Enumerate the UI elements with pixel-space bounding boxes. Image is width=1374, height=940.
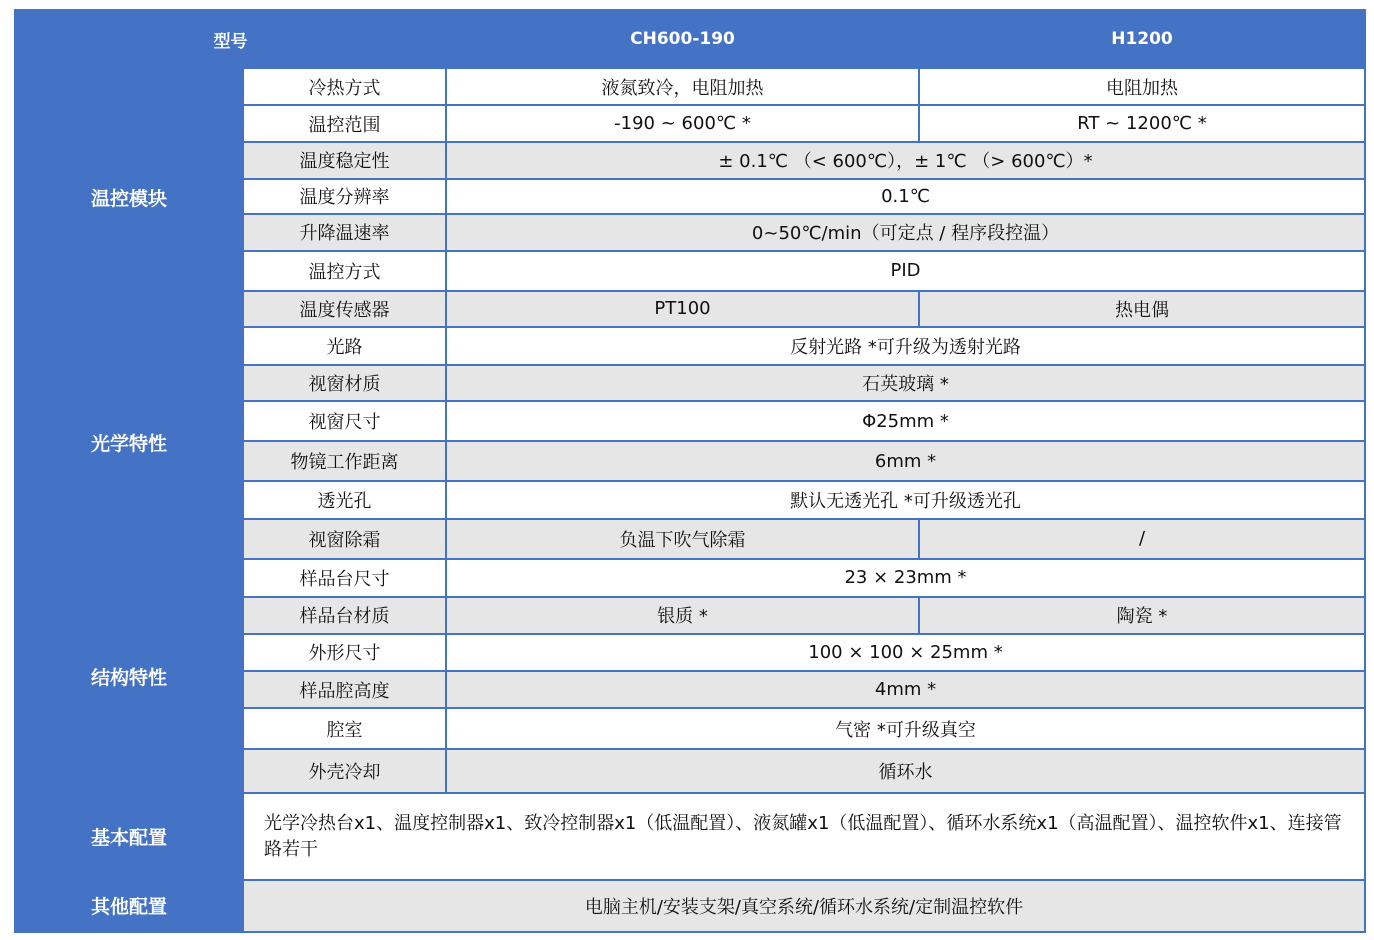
- value-shared: 4mm *: [446, 671, 1365, 708]
- value-shared: 100 × 100 × 25mm *: [446, 634, 1365, 671]
- row-label: 外壳冷却: [243, 749, 446, 793]
- table-row: [15, 327, 1365, 365]
- model-a-header: CH600-190: [446, 10, 919, 68]
- row-label: 温控方式: [243, 251, 446, 291]
- value-shared: 6mm *: [446, 441, 1365, 481]
- other-config-text: 电脑主机/安装支架/真空系统/循环水系统/定制温控软件: [243, 880, 1365, 932]
- row-label: 视窗材质: [243, 365, 446, 401]
- value-shared: ± 0.1℃ （< 600℃），± 1℃ （> 600℃）*: [446, 142, 1365, 178]
- value-shared: PID: [446, 251, 1365, 291]
- row-label: 透光孔: [243, 481, 446, 518]
- table-row: [15, 880, 1365, 932]
- row-label: 冷热方式: [243, 68, 446, 105]
- row-label: 视窗尺寸: [243, 401, 446, 441]
- table-row: [15, 793, 1365, 879]
- row-label: 物镜工作距离: [243, 441, 446, 481]
- category-structure: 结构特性: [15, 559, 243, 794]
- value-shared: 23 × 23mm *: [446, 559, 1365, 597]
- spec-table: [14, 9, 1366, 933]
- row-label: 腔室: [243, 708, 446, 749]
- value-shared: 石英玻璃 *: [446, 365, 1365, 401]
- value-model-b: /: [919, 519, 1365, 559]
- category-basic-config: 基本配置: [15, 793, 243, 879]
- row-label: 样品台材质: [243, 597, 446, 634]
- category-optical: 光学特性: [15, 327, 243, 559]
- row-label: 温度分辨率: [243, 179, 446, 214]
- row-label: 视窗除霜: [243, 519, 446, 559]
- row-label: 光路: [243, 327, 446, 365]
- header-row: [15, 10, 1365, 68]
- model-header-label: 型号: [15, 10, 446, 68]
- category-temp-module: 温控模块: [15, 68, 243, 327]
- value-shared: 气密 *可升级真空: [446, 708, 1365, 749]
- value-model-a: -190 ~ 600℃ *: [446, 105, 919, 142]
- value-model-a: 液氮致冷，电阻加热: [446, 68, 919, 105]
- basic-config-text: 光学冷热台x1、温度控制器x1、致冷控制器x1（低温配置）、液氮罐x1（低温配置）、循环水系统x1（高温配置）、温控软件x1、连接管路若干: [243, 793, 1365, 879]
- value-model-b: 陶瓷 *: [919, 597, 1365, 634]
- row-label: 样品腔高度: [243, 671, 446, 708]
- row-label: 外形尺寸: [243, 634, 446, 671]
- value-shared: 反射光路 *可升级为透射光路: [446, 327, 1365, 365]
- category-other-config: 其他配置: [15, 880, 243, 932]
- value-model-b: RT ~ 1200℃ *: [919, 105, 1365, 142]
- value-model-a: 银质 *: [446, 597, 919, 634]
- model-b-header: H1200: [919, 10, 1365, 68]
- value-model-b: 电阻加热: [919, 68, 1365, 105]
- value-shared: 默认无透光孔 *可升级透光孔: [446, 481, 1365, 518]
- value-shared: 循环水: [446, 749, 1365, 793]
- value-model-b: 热电偶: [919, 291, 1365, 327]
- value-model-a: PT100: [446, 291, 919, 327]
- value-model-a: 负温下吹气除霜: [446, 519, 919, 559]
- row-label: 温控范围: [243, 105, 446, 142]
- row-label: 温度传感器: [243, 291, 446, 327]
- table-row: [15, 68, 1365, 105]
- row-label: 温度稳定性: [243, 142, 446, 178]
- value-shared: 0.1℃: [446, 179, 1365, 214]
- value-shared: Φ25mm *: [446, 401, 1365, 441]
- row-label: 升降温速率: [243, 214, 446, 251]
- table-row: [15, 559, 1365, 597]
- value-shared: 0~50℃/min（可定点 / 程序段控温）: [446, 214, 1365, 251]
- row-label: 样品台尺寸: [243, 559, 446, 597]
